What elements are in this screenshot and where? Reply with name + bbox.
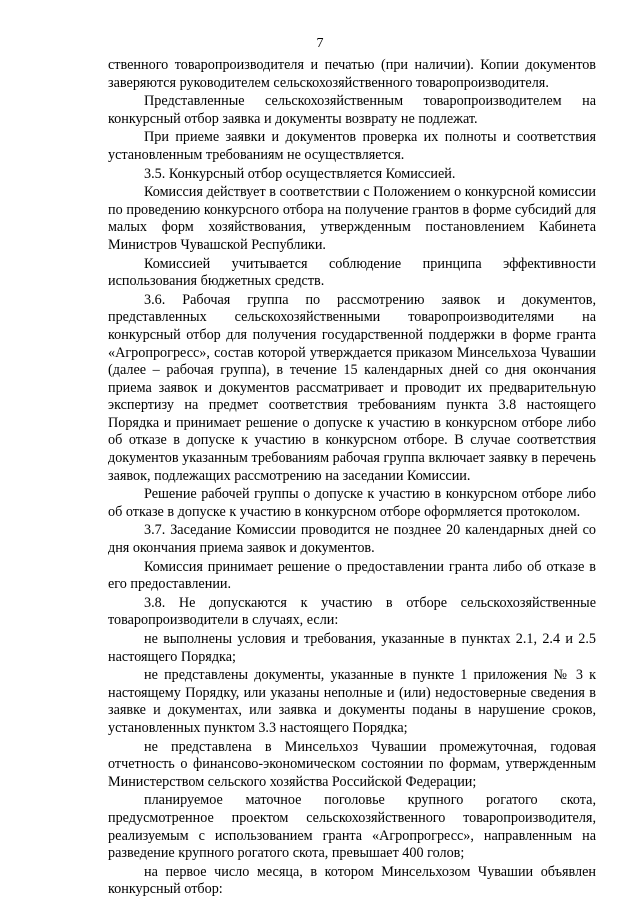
- page-number: 7: [316, 36, 324, 51]
- paragraph-p11: 3.8. Не допускаются к участию в отборе сельскохозяйственные товаропроизводители в случаях, если:: [108, 594, 596, 629]
- paragraph-p14: не представлена в Минсельхоз Чувашии промежуточная, годовая отчетность о финансово-экономическом состоянии по формам, утвержденным Министерством сельского хозяйства Российской Федерации;: [108, 738, 596, 790]
- paragraph-p05: Комиссия действует в соответствии с Положением о конкурсной комиссии по проведению конкурсного отбора на получение грантов в форме субсидий для малых форм хозяйствования, утвержденным постановлением Кабинета Министров Чувашской Республики.: [108, 184, 596, 253]
- paragraph-p15: планируемое маточное поголовье крупного рогатого скота, предусмотренное проектом сельскохозяйственного товаропроизводителя, реализуемым с использованием гранта «Агропрогресс», направленным на разведение крупного рогатого скота, превышает 400 голов;: [108, 792, 596, 862]
- paragraph-p16: на первое число месяца, в котором Минсельхозом Чувашии объявлен конкурсный отбор:: [108, 863, 596, 898]
- paragraph-p07: 3.6. Рабочая группа по рассмотрению заявок и документов, представленных сельскохозяйственными товаропроизводителями на конкурсный отбор для получения государственной поддержки в форме гранта «Агропрогресс», состав которой утверждается приказом Минсельхоза Чувашии (далее – рабочая группа), в течение 15 календарных дней со дня окончания приема заявок и документов рассматривает и проводит их предварительную экспертизу на предмет соответствия требованиям пункта 3.8 настоящего Порядка и принимает решение о допуске к участию в конкурсном отборе либо об отказе в допуске к участию в конкурсном отборе. В случае соответствия документов указанным требованиям рабочая группа включает заявку в перечень заявок, подлежащих рассмотрению на заседании Комиссии.: [108, 291, 596, 484]
- paragraph-p01: ственного товаропроизводителя и печатью (при наличии). Копии документов заверяются руководителем сельскохозяйственного товаропроизводителя.: [108, 57, 596, 91]
- document-body: [108, 57, 596, 899]
- paragraph-p12: не выполнены условия и требования, указанные в пунктах 2.1, 2.4 и 2.5 настоящего Порядка;: [108, 631, 596, 665]
- paragraph-p09: 3.7. Заседание Комиссии проводится не позднее 20 календарных дней со дня окончания приема заявок и документов.: [108, 522, 596, 557]
- paragraph-p04: 3.5. Конкурсный отбор осуществляется Комиссией.: [144, 165, 456, 182]
- paragraph-p06: Комиссией учитывается соблюдение принципа эффективности использования бюджетных средств.: [108, 255, 596, 290]
- paragraph-p02: Представленные сельскохозяйственным товаропроизводителем на конкурсный отбор заявка и документы возврату не подлежат.: [108, 93, 596, 127]
- paragraph-p10: Комиссия принимает решение о предоставлении гранта либо об отказе в его предоставлении.: [108, 558, 596, 593]
- paragraph-p08: Решение рабочей группы о допуске к участию в конкурсном отборе либо об отказе в допуске к участию в конкурсном отборе оформляется протоколом.: [108, 486, 596, 520]
- paragraph-p13: не представлены документы, указанные в пункте 1 приложения № 3 к настоящему Порядку, или указаны неполные и (или) недостоверные сведения в заявке и документах, или заявка и документы поданы в нарушение сроков, установленных пунктом 3.3 настоящего Порядка;: [108, 667, 596, 736]
- paragraph-p03: При приеме заявки и документов проверка их полноты и соответствия установленным требованиям не осуществляется.: [108, 129, 596, 163]
